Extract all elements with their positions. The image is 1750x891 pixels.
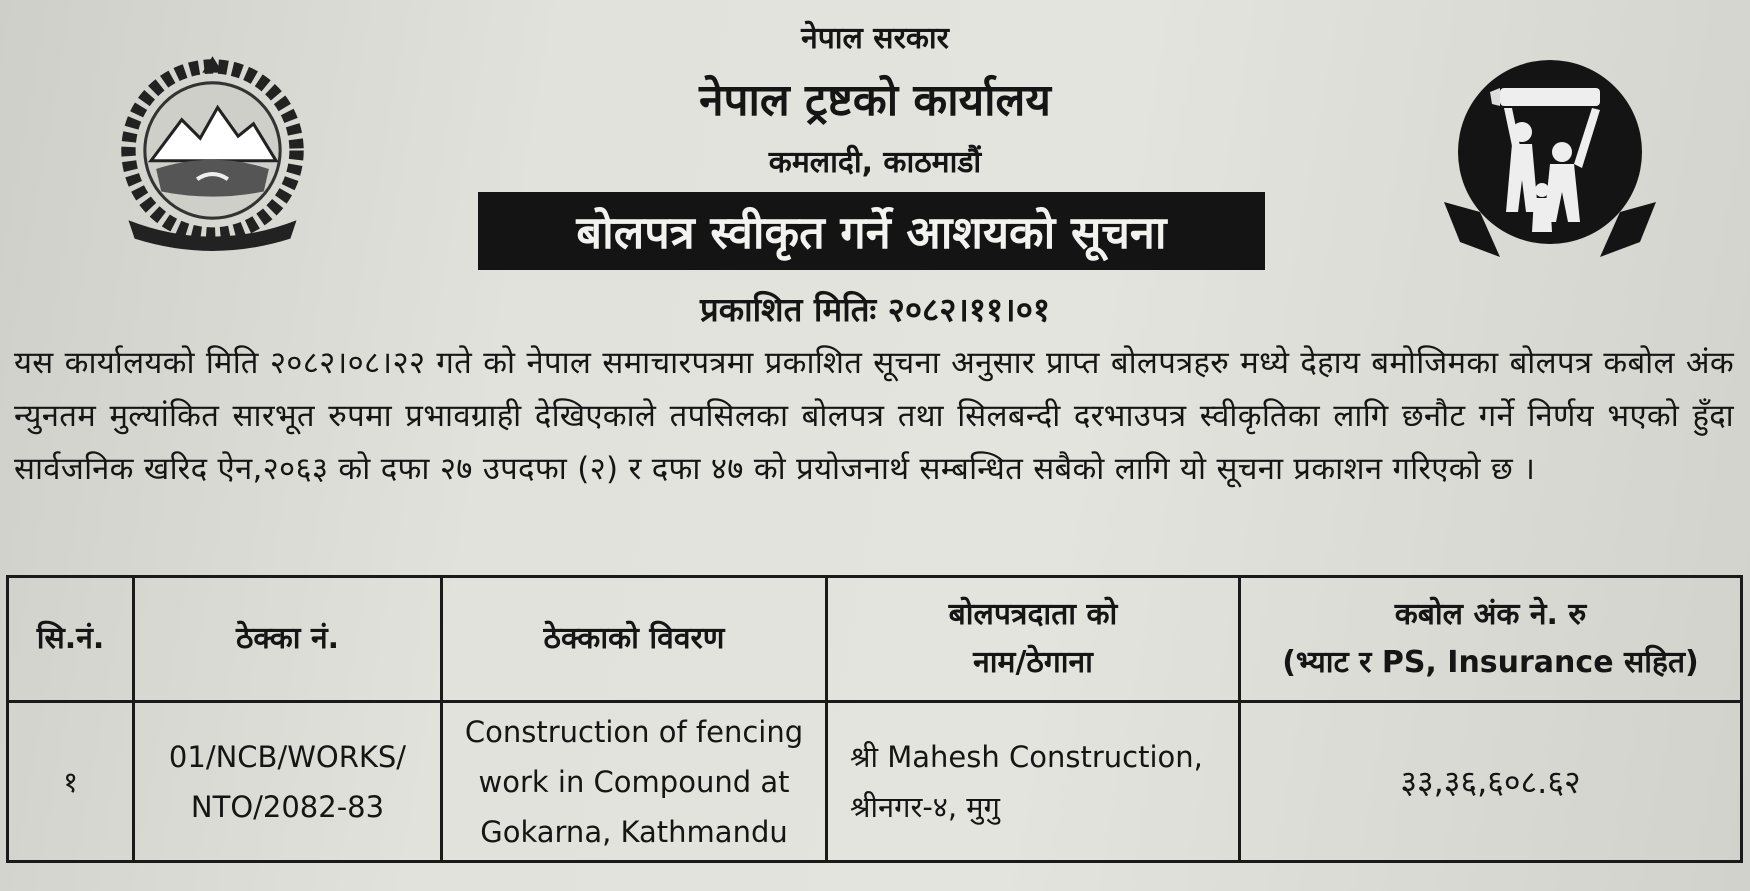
header-amount-line1: कबोल अंक ने. रु xyxy=(1394,597,1587,632)
description-line2: work in Compound at xyxy=(478,764,790,799)
header-sn: सि.नं. xyxy=(8,577,134,702)
description-line1: Construction of fencing xyxy=(464,714,804,749)
cell-contract-no xyxy=(134,702,442,862)
publish-date: प्रकाशित मितिः २०८२।११।०१ xyxy=(699,290,1051,329)
office-address: कमलादी, काठमाडौं xyxy=(768,145,982,180)
bidder-line1: श्री Mahesh Construction, xyxy=(850,739,1203,774)
bid-table xyxy=(6,575,1743,863)
table-row xyxy=(8,702,1742,862)
notice-title: बोलपत्र स्वीकृत गर्ने आशयको सूचना xyxy=(478,192,1265,270)
cell-description xyxy=(442,702,827,862)
table-header-row xyxy=(8,577,1742,702)
government-name: नेपाल सरकार xyxy=(801,21,949,56)
header-description: ठेक्काको विवरण xyxy=(442,577,827,702)
header-contract-no: ठेक्का नं. xyxy=(134,577,442,702)
cell-sn: १ xyxy=(8,702,134,862)
bidder-line2: श्रीनगर-४, मुगु xyxy=(850,789,1000,824)
header-bidder-line2: नाम/ठेगाना xyxy=(973,645,1093,680)
header-bidder xyxy=(827,577,1240,702)
header-amount xyxy=(1240,577,1742,702)
office-name: नेपाल ट्रष्टको कार्यालय xyxy=(699,75,1051,126)
cell-bidder xyxy=(827,702,1240,862)
cell-amount: ३३,३६,६०८.६२ xyxy=(1240,702,1742,862)
contract-no-line2: NTO/2082-83 xyxy=(190,789,385,824)
header-amount-line2: (भ्याट र PS, Insurance सहित) xyxy=(1282,645,1699,680)
notice-body: यस कार्यालयको मिति २०८२।०८।२२ गते को नेपाल समाचारपत्रमा प्रकाशित सूचना अनुसार प्राप्त बोलपत्रहरु मध्ये देहाय बमोजिमका बोलपत्र कबोल अंक न्युनतम मुल्यांकित सारभूत रुपमा प्रभावग्राही देखिएकाले तपसिलका बोलपत्र तथा सिलबन्दी दरभाउपत्र स्वीकृतिका लागि छनौट गर्ने निर्णय भएको हुँदा सार्वजनिक खरिद ऐन,२०६३ को दफा २७ उपदफा (२) र दफा ४७ को प्रयोजनार्थ सम्बन्धित सबैको लागि यो सूचना प्रकाशन गरिएको छ । xyxy=(14,345,1734,487)
description-line3: Gokarna, Kathmandu xyxy=(480,814,788,849)
header-bidder-line1: बोलपत्रदाता को xyxy=(948,597,1118,632)
contract-no-line1: 01/NCB/WORKS/ xyxy=(168,739,407,774)
